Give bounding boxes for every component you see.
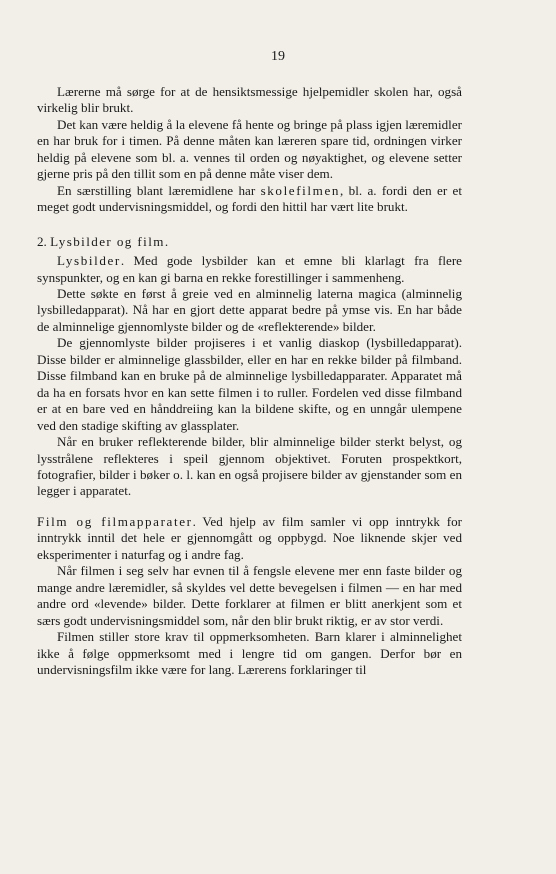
p8-spaced-term: Film og filmapparater <box>37 513 193 529</box>
page-number: 19 <box>271 49 285 64</box>
paragraph-1: Lærerne må sørge for at de hensiktsmessige hjelpemidler skolen har, også virkelig blir brukt. <box>37 84 462 116</box>
paragraph-5: Dette søkte en først å greie ved en alminnelig laterna magica (alminnelig lysbilledapparat). Nå har en gjort dette apparat bedre på ymse vis. En har både de alminnelige gjennomlyste bilder og de «reflekterende» bilder. <box>37 285 462 334</box>
paragraph-6: De gjennomlyste bilder projiseres i et vanlig diaskop (lysbilledapparat). Disse bilder er alminnelige glassbilder, eller en har en rekke bilder på filmband. Disse filmband kan en bruke på de alminnelige lysbilledapparater. Apparatet må da ha en forsats hvor en kan sette filmen i to ruller. Fordelen ved disse filmband er at en bare ved en hånddreiing kan la bildene skifte, og en unngår ulempene ved den stadige skifting av glassplater. <box>37 335 462 433</box>
paragraph-4 <box>37 253 462 286</box>
paragraph-8 <box>37 514 462 563</box>
p3-spaced-term: skolefilmen <box>260 182 340 198</box>
paragraph-7: Når en bruker reflekterende bilder, blir alminnelige bilder sterkt belyst, og lysstrålene reflekteres i speil gjennom objektivet. Foruten prospektkort, fotografier, bilder i bøker o. l. kan en også projisere bilder av gjenstander som en legger i apparatet. <box>37 434 462 499</box>
section-number: 2. <box>37 233 47 249</box>
paragraph-9: Når filmen i seg selv har evnen til å fengsle elevene mer enn faste bilder og mange andre læremidler, så skyldes vel dette bevegelsen i filmen — en har med andre ord «levende» bilder. Dette forklarer at filmen er blitt anerkjent som et særs godt undervisningsmiddel som, når den blir brukt riktig, er av stor verdi. <box>37 563 462 628</box>
paragraph-2: Det kan være heldig å la elevene få hente og bringe på plass igjen læremidler en har bruk for i timen. På denne måten kan læreren spare tid, ordningen virker heldig på elevene som bl. a. vennes til orden og nøyaktighet, og elevene setter gjerne pris på den tillit som en på denne måte viser dem. <box>37 116 462 182</box>
p3-pre: En særstilling blant læremidlene har <box>57 182 261 198</box>
paragraph-3 <box>37 183 462 216</box>
page-body <box>37 84 462 678</box>
section-title: Lysbilder og film. <box>50 233 170 249</box>
p4-post: . Med gode lysbilder kan et emne bli klarlagt fra flere synspunkter, og en kan gi barna en rekke forestillinger i sammenheng. <box>37 253 462 285</box>
p4-spaced-term: Lysbilder <box>57 253 121 269</box>
p3-post: , bl. a. fordi den er et meget godt undervisningsmiddel, og fordi den hittil har vært lite brukt. <box>37 182 462 215</box>
p8-post: . Ved hjelp av film samler vi opp inntrykk for inntrykk inntil det hele er gjennomgått og oppbygd. Noe liknende skjer ved eksperimenter i naturfag og i andre fag. <box>37 513 462 562</box>
paragraph-10: Filmen stiller store krav til oppmerksomheten. Barn klarer i alminnelighet ikke å følge oppmerksomt med i lengre tid om gangen. Derfor bør en undervisningsfilm ikke være for lang. Lærerens forklaringer til <box>37 629 462 677</box>
section-heading <box>37 234 462 250</box>
